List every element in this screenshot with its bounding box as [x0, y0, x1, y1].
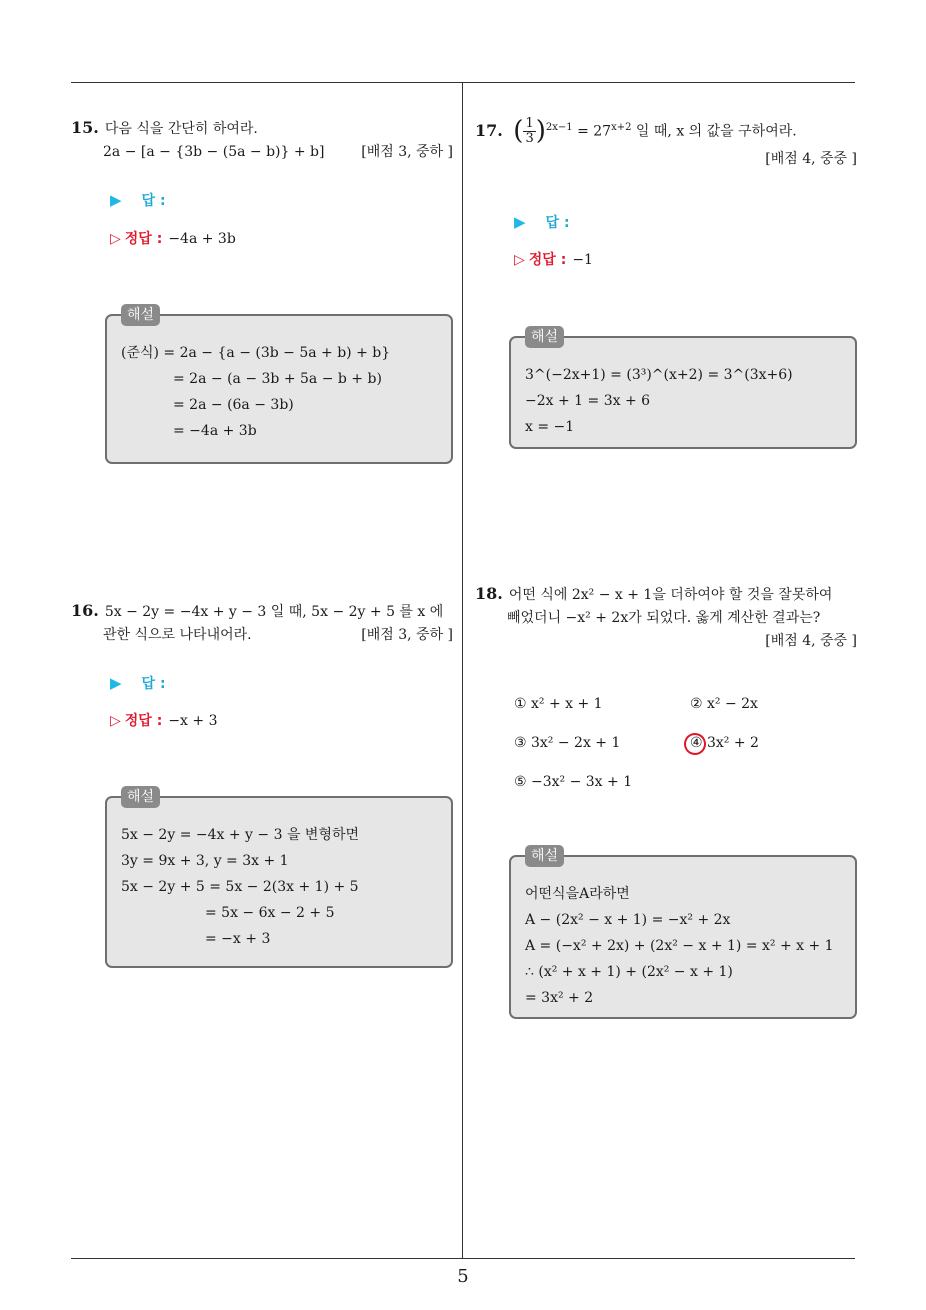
correct-answer: ▷ 정답 : −4a + 3b [110, 231, 236, 247]
fraction: $\frac{1}{3}$ [525, 116, 534, 147]
expression: 2a − [a − {3b − (5a − b)} + b] [103, 144, 325, 160]
explanation-box [509, 848, 857, 1019]
explanation-line: = 2a − (6a − 3b) [173, 397, 294, 413]
points-label: [배점 4, 중중 ] [765, 633, 857, 649]
explanation-line: 5x − 2y + 5 = 5x − 2(3x + 1) + 5 [121, 879, 359, 895]
problem-15 [71, 116, 453, 164]
play-icon: ▶ [110, 674, 122, 692]
question-text: 어떤 식에 2x² − x + 1을 더하여야 할 것을 잘못하여 [508, 587, 833, 603]
problem-number: 15. [71, 118, 99, 137]
explanation-line: A − (2x² − x + 1) = −x² + 2x [525, 912, 731, 928]
column-divider [462, 82, 463, 1258]
exponent: x+2 [611, 122, 632, 133]
explanation-box [105, 307, 453, 464]
choice-1[interactable]: ① x² + x + 1 [514, 696, 603, 712]
points-label: [배점 4, 중중 ] [765, 151, 857, 168]
answer-label: ▶ 답 : [110, 191, 166, 209]
triangle-outline-icon: ▷ [110, 713, 121, 729]
explanation-line: = 5x − 6x − 2 + 5 [205, 905, 335, 921]
explanation-line: = 2a − (a − 3b + 5a − b + b) [173, 371, 382, 387]
explanation-line: 3^(−2x+1) = (3³)^(x+2) = 3^(3x+6) [525, 367, 793, 383]
explanation-line: = −x + 3 [205, 931, 271, 947]
explanation-line: 5x − 2y = −4x + y − 3 을 변형하면 [121, 827, 360, 843]
problem-number: 18. [475, 584, 503, 603]
explanation-tag: 해설 [525, 845, 564, 867]
explanation-line: x = −1 [525, 419, 575, 435]
correct-answer: ▷ 정답 : −1 [514, 252, 593, 268]
play-icon: ▶ [514, 213, 526, 231]
page-number: 5 [457, 1266, 469, 1287]
explanation-line: A = (−x² + 2x) + (2x² − x + 1) = x² + x + 1 [525, 938, 834, 954]
question-text: 일 때, x 의 값을 구하여라. [631, 123, 797, 140]
problem-17 [475, 116, 857, 171]
points-label: [배점 3, 중하 ] [361, 627, 453, 643]
explanation-tag: 해설 [121, 304, 160, 326]
choice-2[interactable]: ② x² − 2x [690, 696, 758, 712]
exponent: 2x−1 [545, 122, 573, 133]
problem-18 [475, 582, 857, 653]
question-text: 5x − 2y = −4x + y − 3 일 때, 5x − 2y + 5 를 x 에 [104, 604, 444, 620]
points-label: [배점 3, 중하 ] [361, 144, 453, 160]
triangle-outline-icon: ▷ [110, 231, 121, 247]
triangle-outline-icon: ▷ [514, 252, 525, 268]
explanation-line: 어떤식을A라하면 [525, 886, 630, 902]
choice-3[interactable]: ③ 3x² − 2x + 1 [514, 735, 621, 751]
paren-close: ) [535, 116, 546, 147]
play-icon: ▶ [110, 191, 122, 209]
problem-number: 17. [475, 120, 503, 140]
explanation-line: = −4a + 3b [173, 423, 257, 439]
correct-answer: ▷ 정답 : −x + 3 [110, 713, 218, 729]
question-text: 다음 식을 간단히 하여라. [104, 121, 258, 137]
explanation-line: −2x + 1 = 3x + 6 [525, 393, 651, 409]
explanation-line: 3y = 9x + 3, y = 3x + 1 [121, 853, 289, 869]
explanation-line: = 3x² + 2 [525, 990, 594, 1006]
problem-16 [71, 599, 453, 647]
answer-label: ▶ 답 : [514, 213, 570, 231]
explanation-line: (준식) = 2a − {a − (3b − 5a + b) + b} [121, 345, 391, 361]
rhs: = 27 [577, 123, 612, 140]
explanation-box [105, 789, 453, 968]
explanation-tag: 해설 [525, 326, 564, 348]
choice-5[interactable]: ⑤ −3x² − 3x + 1 [514, 774, 633, 790]
bottom-rule [71, 1258, 855, 1259]
problem-number: 16. [71, 601, 99, 620]
paren-open: ( [513, 116, 524, 147]
question-text: 관한 식으로 나타내어라. [103, 627, 252, 643]
explanation-box [509, 329, 857, 449]
explanation-tag: 해설 [121, 786, 160, 808]
question-text: 빼었더니 −x² + 2x가 되었다. 옳게 계산한 결과는? [507, 610, 821, 626]
top-rule [71, 82, 855, 83]
answer-label: ▶ 답 : [110, 674, 166, 692]
explanation-line: ∴ (x² + x + 1) + (2x² − x + 1) [525, 964, 733, 980]
choice-4[interactable]: ④ 3x² + 2 [690, 735, 759, 751]
